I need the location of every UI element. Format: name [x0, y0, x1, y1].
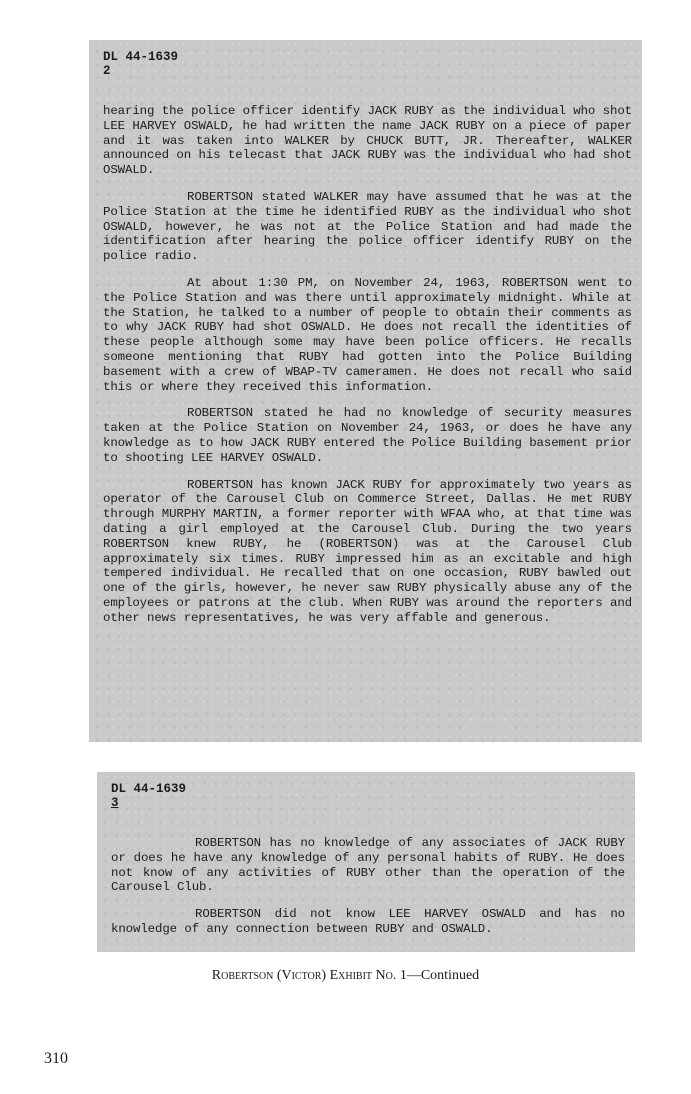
document-sheet-page-2 — [89, 40, 642, 742]
paragraph: ROBERTSON has no knowledge of any associates of JACK RUBY or does he have any knowledge of any personal habits of RUBY. He does not know of any activities of RUBY other than the operation of the Carousel Club. — [111, 836, 625, 895]
file-number: DL 44-1639 — [103, 50, 179, 64]
page-folio: 310 — [44, 1050, 68, 1067]
paragraph: ROBERTSON did not know LEE HARVEY OSWALD and has no knowledge of any connection between RUBY and OSWALD. — [111, 907, 625, 936]
sheet-page-number: 3 — [111, 796, 119, 810]
file-number: DL 44-1639 — [111, 782, 187, 796]
exhibit-caption-suffix: —Continued — [406, 968, 480, 983]
document-sheet-page-3 — [97, 772, 635, 952]
paragraph: At about 1:30 PM, on November 24, 1963, ROBERTSON went to the Police Station and was there until approximately midnight. While at the Station, he talked to a number of people to obtain their comments as to why JACK RUBY had shot OSWALD. He does not recall the identities of these people although some may have been police officers. He recalls someone mentioning that RUBY had gotten into the Police Building basement with a crew of WBAP-TV cameramen. He does not recall who said this or where they received this information. — [103, 275, 632, 394]
sheet-page-number: 2 — [103, 64, 111, 78]
exhibit-caption — [0, 968, 691, 984]
exhibit-caption-name: Robertson (Victor) Exhibit No. 1 — [211, 968, 407, 983]
paragraph: hearing the police officer identify JACK RUBY as the individual who shot LEE HARVEY OSWALD, he had written the name JACK RUBY on a piece of paper and it was taken into WALKER by CHUCK BUTT, JR. Thereafter, WALKER announced on his telecast that JACK RUBY was the individual who had shot OSWALD. — [103, 104, 632, 178]
paragraph: ROBERTSON stated he had no knowledge of security measures taken at the Police Station on November 24, 1963, or does he have any knowledge as to how JACK RUBY entered the Police Building basement prior to shooting LEE HARVEY OSWALD. — [103, 406, 632, 465]
paragraph: ROBERTSON has known JACK RUBY for approximately two years as operator of the Carousel Club on Commerce Street, Dallas. He met RUBY through MURPHY MARTIN, a former reporter with WFAA who, at that time was dating a girl employed at the Carousel Club. During the two years ROBERTSON knew RUBY, he (ROBERTSON) was at the Carousel Club approximately six times. RUBY impressed him as an excitable and high tempered individual. He recalled that on one occasion, RUBY bawled out one of the girls, however, he never saw RUBY physically abuse any of the employees or patrons at the club. When RUBY was around the reporters and other news representatives, he was very affable and generous. — [103, 477, 632, 625]
paragraph: ROBERTSON stated WALKER may have assumed that he was at the Police Station at the time he identified RUBY as the individual who shot OSWALD, however, he was not at the Police Station and had made the identification after hearing the police officer identify RUBY on the police radio. — [103, 189, 632, 264]
